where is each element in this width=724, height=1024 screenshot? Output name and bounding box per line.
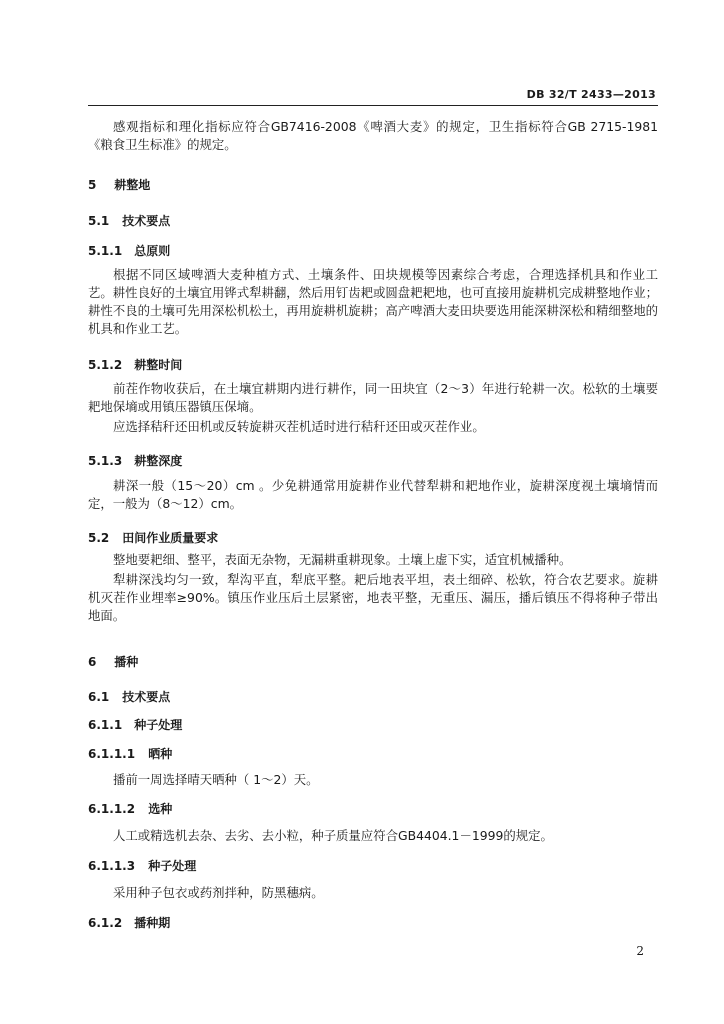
- section-title: 技术要点: [122, 214, 171, 228]
- section-heading-5-1-3: [88, 452, 182, 469]
- paragraph-6-1-1-1: 播前一周选择晴天晒种（ 1～2）天。: [113, 772, 319, 787]
- section-title: 种子处理: [148, 859, 197, 873]
- section-title: 播种期: [134, 916, 171, 930]
- paragraph-5-2-a: 整地要耙细、整平，表面无杂物，无漏耕重耕现象。土壤上虚下实，适宜机械播种。: [113, 552, 572, 567]
- section-number: 6.1.1.3: [88, 859, 136, 873]
- section-title: 耕整时间: [134, 358, 183, 372]
- section-number: 6.1: [88, 690, 110, 704]
- intro-paragraph: 感观指标和理化指标应符合GB7416-2008《啤酒大麦》的规定，卫生指标符合GB 2715-1981《粮食卫生标准》的规定。: [88, 119, 658, 152]
- section-number: 6: [88, 655, 97, 669]
- section-heading-6-1-1-1: [88, 745, 172, 762]
- section-heading-6-1-1-2: [88, 800, 172, 817]
- section-heading-5-2: [88, 529, 218, 546]
- section-heading-5-1-2: [88, 356, 182, 373]
- section-title: 耕整深度: [134, 454, 183, 468]
- section-heading-5-1: [88, 212, 170, 229]
- section-number: 6.1.1.1: [88, 747, 136, 761]
- section-title: 选种: [148, 802, 173, 816]
- section-title: 总原则: [134, 244, 171, 258]
- section-heading-5-1-1: [88, 242, 170, 259]
- section-number: 5.1.2: [88, 358, 123, 372]
- section-number: 6.1.1: [88, 718, 123, 732]
- section-heading-6: [88, 653, 138, 670]
- section-heading-6-1-1: [88, 716, 182, 733]
- section-number: 5.1.3: [88, 454, 123, 468]
- paragraph-6-1-1-3: 采用种子包衣或药剂拌种，防黑穗病。: [113, 885, 324, 900]
- paragraph-5-1-2-a: 前茬作物收获后，在土壤宜耕期内进行耕作，同一田块宜（2～3）年进行轮耕一次。松软的土壤要耙地保墒或用镇压器镇压保墒。: [88, 381, 658, 414]
- section-heading-6-1: [88, 688, 170, 705]
- page-number: 2: [636, 944, 644, 958]
- section-title: 田间作业质量要求: [122, 531, 219, 545]
- paragraph-6-1-1-2: 人工或精选机去杂、去劣、去小粒，种子质量应符合GB4404.1－1999的规定。: [113, 828, 553, 843]
- paragraph-5-1-3: 耕深一般（15～20）cm 。少免耕通常用旋耕作业代替犁耕和耙地作业，旋耕深度视土壤墒情而定，一般为（8～12）cm。: [88, 478, 658, 511]
- paragraph-5-2-b: 犁耕深浅均匀一致，犁沟平直，犁底平整。耙后地表平坦，表土细碎、松软，符合农艺要求。旋耕机灭茬作业埋率≥90%。镇压作业压后土层紧密，地表平整，无重压、漏压，播后镇压不得将种子带出地面。: [88, 572, 658, 623]
- section-heading-5: [88, 176, 150, 193]
- paragraph-5-1-1: 根据不同区域啤酒大麦种植方式、土壤条件、田块规模等因素综合考虑，合理选择机具和作业工艺。耕性良好的土壤宜用铧式犁耕翻，然后用钉齿耙或圆盘耙耙地，也可直接用旋耕机完成耕整地作业；耕性不良的土壤可先用深松机松土，再用旋耕机旋耕；高产啤酒大麦田块要选用能深耕深松和精细整地的机具和作业工艺。: [88, 267, 658, 336]
- section-heading-6-1-2: [88, 914, 170, 931]
- section-title: 耕整地: [114, 178, 151, 192]
- section-title: 技术要点: [122, 690, 171, 704]
- section-number: 5: [88, 178, 97, 192]
- header-rule: [88, 105, 658, 106]
- section-number: 6.1.2: [88, 916, 123, 930]
- standard-code: DB 32/T 2433—2013: [526, 88, 656, 101]
- section-number: 5.1: [88, 214, 110, 228]
- section-title: 晒种: [148, 747, 173, 761]
- section-heading-6-1-1-3: [88, 857, 196, 874]
- paragraph-5-1-2-b: 应选择秸秆还田机或反转旋耕灭茬机适时进行秸秆还田或灭茬作业。: [113, 419, 485, 434]
- section-number: 5.1.1: [88, 244, 123, 258]
- section-number: 6.1.1.2: [88, 802, 136, 816]
- section-title: 播种: [114, 655, 139, 669]
- section-title: 种子处理: [134, 718, 183, 732]
- section-number: 5.2: [88, 531, 110, 545]
